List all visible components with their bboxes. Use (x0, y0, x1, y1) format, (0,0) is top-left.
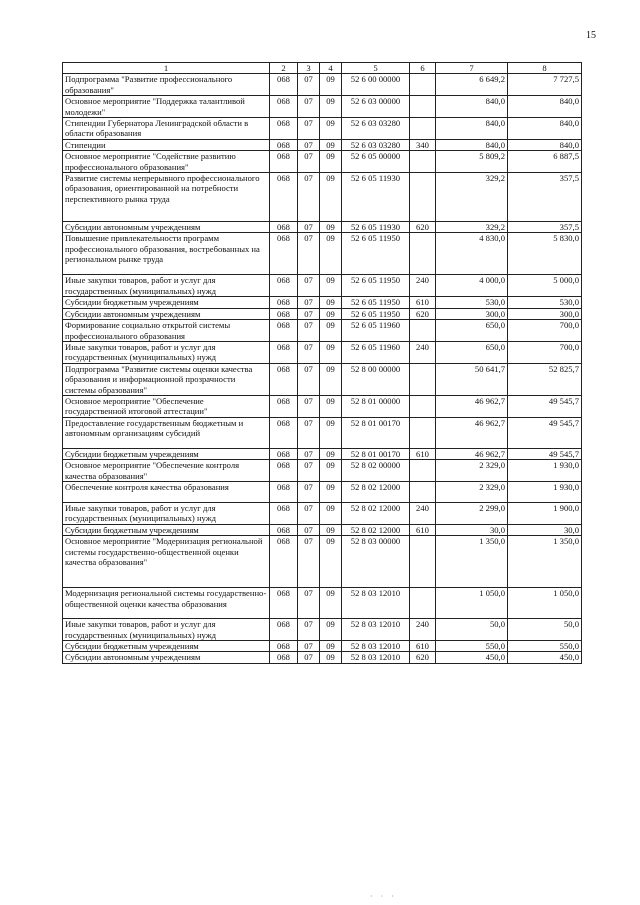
row-value-2019: 700,0 (508, 341, 582, 363)
row-name: Основное мероприятие "Поддержка талантливой молодежи" (63, 96, 270, 118)
row-podrazdel: 09 (320, 395, 342, 417)
table-row (63, 74, 582, 96)
row-podrazdel: 09 (320, 297, 342, 308)
row-vr (410, 233, 436, 275)
table-row (63, 395, 582, 417)
row-razdel: 07 (298, 173, 320, 222)
row-value-2019: 1 900,0 (508, 502, 582, 524)
row-podrazdel: 09 (320, 341, 342, 363)
row-value-2019: 7 727,5 (508, 74, 582, 96)
row-value-2018: 46 962,7 (436, 395, 508, 417)
row-value-2019: 5 000,0 (508, 275, 582, 297)
row-csr: 52 6 05 11960 (342, 341, 410, 363)
row-vr (410, 118, 436, 140)
row-ved: 068 (270, 460, 298, 482)
row-ved: 068 (270, 536, 298, 588)
table-row (63, 308, 582, 319)
row-csr: 52 6 05 11950 (342, 308, 410, 319)
row-csr: 52 8 02 12000 (342, 524, 410, 535)
row-podrazdel: 09 (320, 320, 342, 342)
row-razdel: 07 (298, 341, 320, 363)
table-row (63, 222, 582, 233)
row-razdel: 07 (298, 652, 320, 663)
row-vr: 610 (410, 641, 436, 652)
row-vr (410, 395, 436, 417)
column-header: 6 (410, 63, 436, 74)
row-vr (410, 320, 436, 342)
table-row (63, 341, 582, 363)
row-vr (410, 481, 436, 502)
row-name: Повышение привлекательности программ профессионального образования, востребованных на региональном рынке труда (63, 233, 270, 275)
row-razdel: 07 (298, 619, 320, 641)
table-row (63, 652, 582, 663)
row-razdel: 07 (298, 502, 320, 524)
row-vr: 240 (410, 502, 436, 524)
table-row (63, 524, 582, 535)
row-podrazdel: 09 (320, 652, 342, 663)
row-csr: 52 6 05 00000 (342, 151, 410, 173)
row-csr: 52 8 01 00000 (342, 395, 410, 417)
table-row (63, 173, 582, 222)
table-row (63, 297, 582, 308)
row-vr: 620 (410, 222, 436, 233)
table-row (63, 320, 582, 342)
row-csr: 52 6 03 03280 (342, 118, 410, 140)
row-podrazdel: 09 (320, 363, 342, 395)
row-value-2018: 2 329,0 (436, 460, 508, 482)
row-ved: 068 (270, 222, 298, 233)
row-name: Субсидии бюджетным учреждениям (63, 641, 270, 652)
row-csr: 52 8 02 12000 (342, 502, 410, 524)
row-value-2018: 530,0 (436, 297, 508, 308)
row-value-2018: 5 809,2 (436, 151, 508, 173)
row-csr: 52 8 03 12010 (342, 619, 410, 641)
row-name: Субсидии автономным учреждениям (63, 222, 270, 233)
row-vr: 610 (410, 448, 436, 459)
row-value-2018: 840,0 (436, 118, 508, 140)
row-value-2018: 840,0 (436, 96, 508, 118)
row-razdel: 07 (298, 118, 320, 140)
row-csr: 52 6 03 03280 (342, 139, 410, 150)
row-podrazdel: 09 (320, 448, 342, 459)
row-ved: 068 (270, 619, 298, 641)
row-csr: 52 6 05 11950 (342, 297, 410, 308)
table-row (63, 641, 582, 652)
row-value-2019: 300,0 (508, 308, 582, 319)
row-razdel: 07 (298, 363, 320, 395)
row-razdel: 07 (298, 481, 320, 502)
row-csr: 52 8 03 12010 (342, 588, 410, 619)
row-podrazdel: 09 (320, 588, 342, 619)
row-name: Основное мероприятие "Обеспечение государственной итоговой аттестации" (63, 395, 270, 417)
row-vr (410, 96, 436, 118)
row-value-2018: 50,0 (436, 619, 508, 641)
row-vr (410, 536, 436, 588)
row-name: Развитие системы непрерывного профессионального образования, ориентированной на потребности перспективного рынка труда (63, 173, 270, 222)
row-ved: 068 (270, 481, 298, 502)
table-row (63, 448, 582, 459)
row-razdel: 07 (298, 448, 320, 459)
row-value-2019: 30,0 (508, 524, 582, 535)
row-ved: 068 (270, 74, 298, 96)
row-ved: 068 (270, 297, 298, 308)
row-name: Подпрограмма "Развитие профессионального образования" (63, 74, 270, 96)
row-podrazdel: 09 (320, 308, 342, 319)
row-vr: 340 (410, 139, 436, 150)
row-value-2018: 46 962,7 (436, 417, 508, 448)
row-podrazdel: 09 (320, 74, 342, 96)
row-value-2019: 5 830,0 (508, 233, 582, 275)
row-name: Иные закупки товаров, работ и услуг для государственных (муниципальных) нужд (63, 502, 270, 524)
row-vr (410, 74, 436, 96)
row-csr: 52 6 05 11930 (342, 173, 410, 222)
row-podrazdel: 09 (320, 96, 342, 118)
row-ved: 068 (270, 341, 298, 363)
row-value-2019: 530,0 (508, 297, 582, 308)
row-podrazdel: 09 (320, 524, 342, 535)
table-row (63, 460, 582, 482)
row-razdel: 07 (298, 74, 320, 96)
row-vr: 610 (410, 297, 436, 308)
row-podrazdel: 09 (320, 118, 342, 140)
row-value-2019: 550,0 (508, 641, 582, 652)
row-value-2018: 50 641,7 (436, 363, 508, 395)
row-name: Предоставление государственным бюджетным и автономным организациям субсидий (63, 417, 270, 448)
row-vr: 240 (410, 341, 436, 363)
row-value-2019: 50,0 (508, 619, 582, 641)
row-csr: 52 6 05 11960 (342, 320, 410, 342)
row-razdel: 07 (298, 151, 320, 173)
row-vr (410, 460, 436, 482)
row-value-2019: 49 545,7 (508, 448, 582, 459)
row-razdel: 07 (298, 308, 320, 319)
row-podrazdel: 09 (320, 139, 342, 150)
row-value-2019: 52 825,7 (508, 363, 582, 395)
table-row (63, 481, 582, 502)
row-name: Подпрограмма "Развитие системы оценки качества образования и информационной прозрачности системы образования" (63, 363, 270, 395)
row-value-2019: 1 930,0 (508, 460, 582, 482)
row-value-2018: 300,0 (436, 308, 508, 319)
column-header: 1 (63, 63, 270, 74)
row-ved: 068 (270, 151, 298, 173)
row-razdel: 07 (298, 641, 320, 652)
row-csr: 52 8 03 12010 (342, 641, 410, 652)
row-csr: 52 8 03 00000 (342, 536, 410, 588)
column-header: 4 (320, 63, 342, 74)
row-value-2019: 1 050,0 (508, 588, 582, 619)
row-name: Основное мероприятие "Обеспечение контроля качества образования" (63, 460, 270, 482)
row-name: Модернизация региональной системы государственно-общественной оценки качества образования (63, 588, 270, 619)
row-value-2019: 49 545,7 (508, 417, 582, 448)
row-csr: 52 8 02 12000 (342, 481, 410, 502)
table-row (63, 118, 582, 140)
row-value-2018: 2 299,0 (436, 502, 508, 524)
row-razdel: 07 (298, 320, 320, 342)
row-value-2018: 1 350,0 (436, 536, 508, 588)
row-razdel: 07 (298, 588, 320, 619)
row-csr: 52 6 05 11930 (342, 222, 410, 233)
row-name: Субсидии автономным учреждениям (63, 308, 270, 319)
row-podrazdel: 09 (320, 641, 342, 652)
row-ved: 068 (270, 320, 298, 342)
column-header: 8 (508, 63, 582, 74)
table-row (63, 588, 582, 619)
row-value-2018: 450,0 (436, 652, 508, 663)
row-podrazdel: 09 (320, 173, 342, 222)
row-name: Иные закупки товаров, работ и услуг для государственных (муниципальных) нужд (63, 275, 270, 297)
row-ved: 068 (270, 524, 298, 535)
row-name: Основное мероприятие "Модернизация региональной системы государственно-общественной оценки качества образования" (63, 536, 270, 588)
row-podrazdel: 09 (320, 222, 342, 233)
row-ved: 068 (270, 96, 298, 118)
row-name: Формирование социально открытой системы профессионального образования (63, 320, 270, 342)
row-ved: 068 (270, 118, 298, 140)
column-header: 7 (436, 63, 508, 74)
row-csr: 52 6 05 11950 (342, 275, 410, 297)
row-podrazdel: 09 (320, 151, 342, 173)
row-razdel: 07 (298, 395, 320, 417)
row-name: Иные закупки товаров, работ и услуг для государственных (муниципальных) нужд (63, 619, 270, 641)
row-value-2019: 357,5 (508, 222, 582, 233)
table-row (63, 363, 582, 395)
row-name: Субсидии автономным учреждениям (63, 652, 270, 663)
column-header: 3 (298, 63, 320, 74)
row-ved: 068 (270, 233, 298, 275)
row-ved: 068 (270, 588, 298, 619)
row-podrazdel: 09 (320, 275, 342, 297)
row-podrazdel: 09 (320, 619, 342, 641)
row-name: Субсидии бюджетным учреждениям (63, 448, 270, 459)
column-header: 2 (270, 63, 298, 74)
row-vr (410, 417, 436, 448)
table-row (63, 536, 582, 588)
row-value-2019: 840,0 (508, 139, 582, 150)
row-razdel: 07 (298, 524, 320, 535)
row-name: Субсидии бюджетным учреждениям (63, 297, 270, 308)
row-razdel: 07 (298, 96, 320, 118)
row-vr: 620 (410, 308, 436, 319)
row-name: Субсидии бюджетным учреждениям (63, 524, 270, 535)
row-csr: 52 8 02 00000 (342, 460, 410, 482)
row-csr: 52 8 01 00170 (342, 417, 410, 448)
row-vr: 240 (410, 275, 436, 297)
row-value-2019: 840,0 (508, 96, 582, 118)
row-value-2019: 1 350,0 (508, 536, 582, 588)
row-value-2018: 6 649,2 (436, 74, 508, 96)
budget-table (62, 62, 582, 664)
row-razdel: 07 (298, 139, 320, 150)
row-csr: 52 8 03 12010 (342, 652, 410, 663)
row-value-2018: 329,2 (436, 173, 508, 222)
row-razdel: 07 (298, 222, 320, 233)
row-value-2019: 700,0 (508, 320, 582, 342)
row-razdel: 07 (298, 233, 320, 275)
row-csr: 52 6 03 00000 (342, 96, 410, 118)
row-vr (410, 151, 436, 173)
row-name: Основное мероприятие "Содействие развитию профессионального образования" (63, 151, 270, 173)
row-value-2018: 2 329,0 (436, 481, 508, 502)
row-value-2018: 1 050,0 (436, 588, 508, 619)
row-vr: 240 (410, 619, 436, 641)
header-row (63, 63, 582, 74)
table-body (63, 74, 582, 663)
row-value-2018: 550,0 (436, 641, 508, 652)
row-value-2019: 1 930,0 (508, 481, 582, 502)
row-ved: 068 (270, 308, 298, 319)
row-podrazdel: 09 (320, 481, 342, 502)
row-csr: 52 6 05 11950 (342, 233, 410, 275)
row-razdel: 07 (298, 275, 320, 297)
row-razdel: 07 (298, 417, 320, 448)
table-row (63, 96, 582, 118)
row-vr (410, 363, 436, 395)
row-name: Иные закупки товаров, работ и услуг для государственных (муниципальных) нужд (63, 341, 270, 363)
row-value-2019: 450,0 (508, 652, 582, 663)
table-row (63, 275, 582, 297)
scan-artifact: · · · (370, 892, 397, 901)
page-number: 15 (586, 30, 596, 41)
row-vr: 610 (410, 524, 436, 535)
row-csr: 52 6 00 00000 (342, 74, 410, 96)
row-value-2019: 840,0 (508, 118, 582, 140)
row-ved: 068 (270, 363, 298, 395)
row-podrazdel: 09 (320, 417, 342, 448)
column-header: 5 (342, 63, 410, 74)
row-name: Стипендии (63, 139, 270, 150)
row-razdel: 07 (298, 460, 320, 482)
table-row (63, 417, 582, 448)
row-ved: 068 (270, 417, 298, 448)
row-value-2018: 840,0 (436, 139, 508, 150)
row-value-2018: 650,0 (436, 341, 508, 363)
row-podrazdel: 09 (320, 460, 342, 482)
table-row (63, 139, 582, 150)
row-podrazdel: 09 (320, 502, 342, 524)
row-value-2018: 30,0 (436, 524, 508, 535)
row-ved: 068 (270, 652, 298, 663)
row-ved: 068 (270, 395, 298, 417)
row-ved: 068 (270, 641, 298, 652)
row-razdel: 07 (298, 536, 320, 588)
row-ved: 068 (270, 139, 298, 150)
row-value-2018: 4 000,0 (436, 275, 508, 297)
row-vr (410, 588, 436, 619)
row-value-2019: 357,5 (508, 173, 582, 222)
row-vr (410, 173, 436, 222)
row-csr: 52 8 00 00000 (342, 363, 410, 395)
row-ved: 068 (270, 502, 298, 524)
row-podrazdel: 09 (320, 233, 342, 275)
row-value-2019: 6 887,5 (508, 151, 582, 173)
table-row (63, 151, 582, 173)
row-vr: 620 (410, 652, 436, 663)
row-csr: 52 8 01 00170 (342, 448, 410, 459)
row-name: Стипендии Губернатора Ленинградской области в области образования (63, 118, 270, 140)
row-value-2019: 49 545,7 (508, 395, 582, 417)
row-value-2018: 650,0 (436, 320, 508, 342)
row-ved: 068 (270, 173, 298, 222)
row-value-2018: 46 962,7 (436, 448, 508, 459)
row-value-2018: 4 830,0 (436, 233, 508, 275)
row-razdel: 07 (298, 297, 320, 308)
row-ved: 068 (270, 275, 298, 297)
row-value-2018: 329,2 (436, 222, 508, 233)
row-ved: 068 (270, 448, 298, 459)
table-row (63, 619, 582, 641)
table-row (63, 502, 582, 524)
row-podrazdel: 09 (320, 536, 342, 588)
row-name: Обеспечение контроля качества образования (63, 481, 270, 502)
table-row (63, 233, 582, 275)
